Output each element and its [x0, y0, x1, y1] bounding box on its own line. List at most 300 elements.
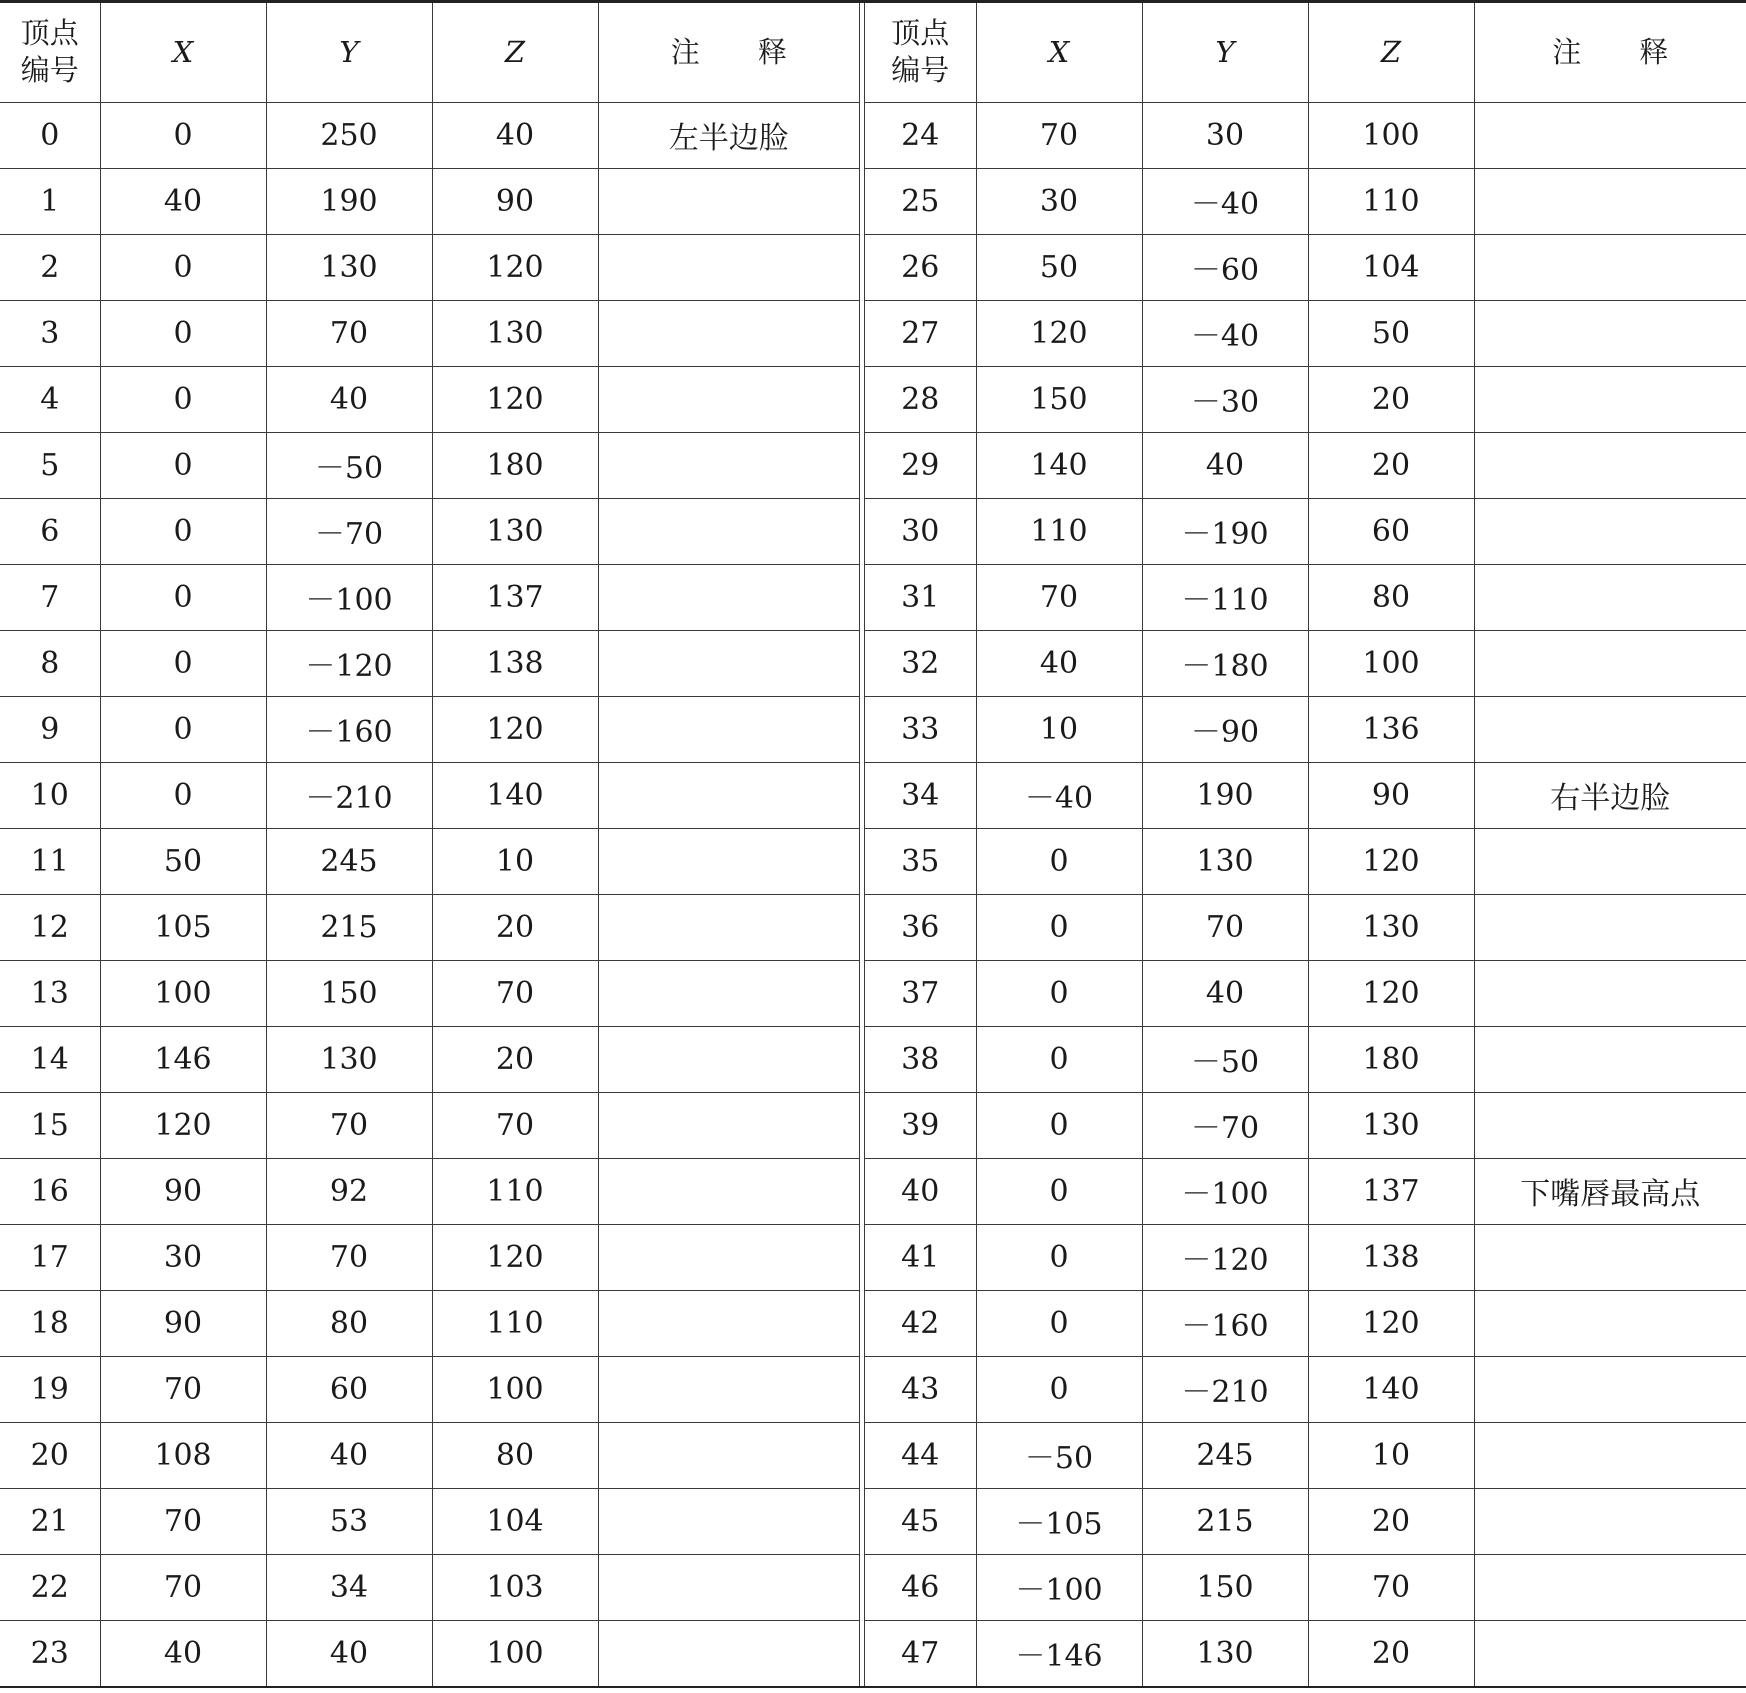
cell-z: 70	[1308, 1554, 1474, 1620]
cell-y: －70	[1142, 1092, 1308, 1158]
cell-x: 108	[100, 1422, 266, 1488]
cell-z: 10	[1308, 1422, 1474, 1488]
table-row	[0, 696, 859, 762]
table-row	[865, 234, 1746, 300]
cell-vertex-number: 41	[865, 1224, 976, 1290]
header-z: Z	[1308, 3, 1474, 102]
cell-vertex-number: 46	[865, 1554, 976, 1620]
table-row	[865, 894, 1746, 960]
cell-vertex-number: 0	[0, 102, 100, 168]
table-row	[865, 1092, 1746, 1158]
cell-x: 0	[976, 1356, 1142, 1422]
cell-vertex-number: 10	[0, 762, 100, 828]
table-row	[0, 564, 859, 630]
cell-y: －40	[1142, 300, 1308, 366]
cell-vertex-number: 28	[865, 366, 976, 432]
cell-y: 40	[1142, 432, 1308, 498]
table-row	[865, 960, 1746, 1026]
cell-z: 137	[1308, 1158, 1474, 1224]
cell-x: 0	[100, 564, 266, 630]
cell-vertex-number: 23	[0, 1620, 100, 1686]
cell-y: －50	[266, 432, 432, 498]
cell-x: 110	[976, 498, 1142, 564]
cell-x: －146	[976, 1620, 1142, 1686]
cell-vertex-number: 43	[865, 1356, 976, 1422]
cell-z: 110	[432, 1158, 598, 1224]
cell-x: 0	[976, 1158, 1142, 1224]
cell-note	[598, 1356, 859, 1422]
table-row	[865, 564, 1746, 630]
table-row	[865, 1620, 1746, 1686]
table-row	[0, 432, 859, 498]
cell-z: 140	[432, 762, 598, 828]
cell-vertex-number: 9	[0, 696, 100, 762]
cell-x: 0	[100, 432, 266, 498]
header-x: X	[100, 3, 266, 102]
table-row	[0, 1290, 859, 1356]
cell-x: 0	[976, 1092, 1142, 1158]
table-row	[0, 1356, 859, 1422]
table-row	[0, 300, 859, 366]
cell-note	[598, 1026, 859, 1092]
table-row	[865, 630, 1746, 696]
table-row	[865, 102, 1746, 168]
cell-z: 136	[1308, 696, 1474, 762]
cell-z: 100	[1308, 630, 1474, 696]
cell-y: 245	[1142, 1422, 1308, 1488]
cell-vertex-number: 44	[865, 1422, 976, 1488]
cell-z: 20	[1308, 1620, 1474, 1686]
cell-y: 40	[1142, 960, 1308, 1026]
cell-note	[598, 1224, 859, 1290]
cell-vertex-number: 25	[865, 168, 976, 234]
cell-x: 50	[100, 828, 266, 894]
cell-z: 104	[432, 1488, 598, 1554]
cell-note	[1474, 960, 1746, 1026]
header-x: X	[976, 3, 1142, 102]
cell-x: 150	[976, 366, 1142, 432]
cell-x: 100	[100, 960, 266, 1026]
cell-z: 180	[432, 432, 598, 498]
cell-y: －210	[1142, 1356, 1308, 1422]
cell-y: 70	[1142, 894, 1308, 960]
cell-y: －110	[1142, 564, 1308, 630]
cell-note	[598, 894, 859, 960]
cell-note	[598, 1092, 859, 1158]
cell-note	[1474, 1356, 1746, 1422]
cell-y: －90	[1142, 696, 1308, 762]
cell-y: 40	[266, 1422, 432, 1488]
cell-vertex-number: 24	[865, 102, 976, 168]
header-y: Y	[266, 3, 432, 102]
vertex-table-left-body	[0, 102, 859, 1686]
cell-vertex-number: 36	[865, 894, 976, 960]
table-row	[865, 1224, 1746, 1290]
cell-note	[1474, 1224, 1746, 1290]
cell-note	[598, 1158, 859, 1224]
cell-z: 90	[432, 168, 598, 234]
cell-y: －160	[266, 696, 432, 762]
cell-note	[598, 960, 859, 1026]
cell-vertex-number: 37	[865, 960, 976, 1026]
table-row	[865, 168, 1746, 234]
cell-vertex-number: 6	[0, 498, 100, 564]
cell-vertex-number: 11	[0, 828, 100, 894]
cell-note	[1474, 828, 1746, 894]
header-z: Z	[432, 3, 598, 102]
cell-z: 70	[432, 960, 598, 1026]
cell-z: 40	[432, 102, 598, 168]
cell-z: 140	[1308, 1356, 1474, 1422]
cell-vertex-number: 14	[0, 1026, 100, 1092]
cell-vertex-number: 35	[865, 828, 976, 894]
cell-z: 130	[432, 300, 598, 366]
cell-y: 150	[1142, 1554, 1308, 1620]
cell-note	[1474, 366, 1746, 432]
table-row	[0, 630, 859, 696]
cell-y: 60	[266, 1356, 432, 1422]
cell-y: 30	[1142, 102, 1308, 168]
table-row	[865, 366, 1746, 432]
cell-x: 40	[976, 630, 1142, 696]
cell-x: 70	[976, 564, 1142, 630]
table-row	[0, 828, 859, 894]
cell-note	[1474, 300, 1746, 366]
cell-x: －40	[976, 762, 1142, 828]
cell-x: 50	[976, 234, 1142, 300]
cell-note	[1474, 1092, 1746, 1158]
cell-y: －100	[266, 564, 432, 630]
cell-y: 130	[1142, 1620, 1308, 1686]
cell-z: 20	[432, 894, 598, 960]
cell-z: 130	[432, 498, 598, 564]
cell-x: 146	[100, 1026, 266, 1092]
cell-vertex-number: 22	[0, 1554, 100, 1620]
header-note: 注 释	[1474, 3, 1746, 102]
cell-note	[598, 498, 859, 564]
table-row	[0, 234, 859, 300]
cell-x: 0	[976, 894, 1142, 960]
cell-vertex-number: 42	[865, 1290, 976, 1356]
cell-note	[1474, 1290, 1746, 1356]
cell-y: －70	[266, 498, 432, 564]
cell-note	[1474, 696, 1746, 762]
cell-z: 110	[432, 1290, 598, 1356]
table-row	[0, 1620, 859, 1686]
cell-y: 130	[266, 234, 432, 300]
cell-note	[1474, 1488, 1746, 1554]
cell-note	[598, 366, 859, 432]
cell-vertex-number: 19	[0, 1356, 100, 1422]
cell-z: 120	[432, 696, 598, 762]
table-row	[865, 1356, 1746, 1422]
cell-y: －100	[1142, 1158, 1308, 1224]
table-row	[0, 168, 859, 234]
cell-note	[1474, 1422, 1746, 1488]
vertex-table-right	[865, 3, 1746, 1686]
cell-z: 70	[432, 1092, 598, 1158]
cell-z: 138	[1308, 1224, 1474, 1290]
cell-y: 34	[266, 1554, 432, 1620]
table-row	[0, 1026, 859, 1092]
cell-note	[598, 234, 859, 300]
cell-x: －50	[976, 1422, 1142, 1488]
header-vertex-number: 顶点 编号	[865, 3, 976, 102]
cell-z: 90	[1308, 762, 1474, 828]
cell-y: －30	[1142, 366, 1308, 432]
header-row	[865, 3, 1746, 102]
table-row	[865, 1554, 1746, 1620]
cell-x: 0	[976, 1224, 1142, 1290]
cell-y: 150	[266, 960, 432, 1026]
cell-y: 190	[266, 168, 432, 234]
cell-y: 215	[266, 894, 432, 960]
cell-z: 120	[1308, 1290, 1474, 1356]
cell-note	[1474, 1620, 1746, 1686]
cell-vertex-number: 15	[0, 1092, 100, 1158]
cell-x: 70	[100, 1554, 266, 1620]
cell-vertex-number: 20	[0, 1422, 100, 1488]
cell-z: 130	[1308, 1092, 1474, 1158]
table-row	[0, 762, 859, 828]
header-vertex-number: 顶点 编号	[0, 3, 100, 102]
cell-vertex-number: 8	[0, 630, 100, 696]
cell-y: －190	[1142, 498, 1308, 564]
cell-x: 105	[100, 894, 266, 960]
cell-y: 92	[266, 1158, 432, 1224]
cell-z: 20	[1308, 366, 1474, 432]
cell-note	[1474, 234, 1746, 300]
cell-x: 0	[100, 762, 266, 828]
cell-y: 80	[266, 1290, 432, 1356]
cell-z: 20	[1308, 1488, 1474, 1554]
cell-y: 130	[266, 1026, 432, 1092]
cell-note	[1474, 630, 1746, 696]
table-row	[0, 366, 859, 432]
vertex-table-left	[0, 3, 859, 1686]
cell-x: 0	[100, 300, 266, 366]
cell-y: 190	[1142, 762, 1308, 828]
cell-y: 70	[266, 300, 432, 366]
cell-vertex-number: 39	[865, 1092, 976, 1158]
table-row	[0, 960, 859, 1026]
cell-z: 110	[1308, 168, 1474, 234]
table-row	[0, 102, 859, 168]
cell-x: 0	[100, 234, 266, 300]
table-row	[0, 498, 859, 564]
cell-x: 70	[100, 1488, 266, 1554]
table-row	[0, 1092, 859, 1158]
cell-vertex-number: 30	[865, 498, 976, 564]
cell-note	[1474, 168, 1746, 234]
cell-vertex-number: 3	[0, 300, 100, 366]
cell-note	[598, 1488, 859, 1554]
cell-z: 104	[1308, 234, 1474, 300]
header-y: Y	[1142, 3, 1308, 102]
cell-vertex-number: 16	[0, 1158, 100, 1224]
cell-x: －100	[976, 1554, 1142, 1620]
cell-vertex-number: 33	[865, 696, 976, 762]
cell-y: 40	[266, 366, 432, 432]
cell-y: 245	[266, 828, 432, 894]
table-row	[0, 1488, 859, 1554]
cell-y: 250	[266, 102, 432, 168]
cell-y: 130	[1142, 828, 1308, 894]
table-row	[865, 762, 1746, 828]
cell-note	[598, 1554, 859, 1620]
cell-x: 0	[100, 366, 266, 432]
cell-note	[598, 762, 859, 828]
cell-vertex-number: 31	[865, 564, 976, 630]
cell-x: 0	[100, 102, 266, 168]
cell-vertex-number: 12	[0, 894, 100, 960]
cell-y: －40	[1142, 168, 1308, 234]
cell-x: 10	[976, 696, 1142, 762]
cell-vertex-number: 7	[0, 564, 100, 630]
table-row	[865, 1290, 1746, 1356]
cell-z: 100	[1308, 102, 1474, 168]
cell-z: 138	[432, 630, 598, 696]
table-row	[0, 1224, 859, 1290]
cell-z: 100	[432, 1620, 598, 1686]
cell-vertex-number: 26	[865, 234, 976, 300]
cell-z: 120	[1308, 960, 1474, 1026]
cell-y: －210	[266, 762, 432, 828]
cell-note	[598, 1620, 859, 1686]
cell-y: －120	[266, 630, 432, 696]
cell-note	[598, 1422, 859, 1488]
table-row	[865, 828, 1746, 894]
cell-note: 左半边脸	[598, 102, 859, 168]
header-note: 注 释	[598, 3, 859, 102]
cell-z: 103	[432, 1554, 598, 1620]
cell-z: 120	[1308, 828, 1474, 894]
cell-note	[598, 696, 859, 762]
table-row	[865, 498, 1746, 564]
cell-note	[1474, 102, 1746, 168]
cell-vertex-number: 40	[865, 1158, 976, 1224]
cell-note	[1474, 1026, 1746, 1092]
cell-note	[1474, 1554, 1746, 1620]
cell-vertex-number: 45	[865, 1488, 976, 1554]
table-row	[865, 696, 1746, 762]
cell-x: 30	[100, 1224, 266, 1290]
cell-note: 右半边脸	[1474, 762, 1746, 828]
cell-x: 40	[100, 168, 266, 234]
cell-x: 90	[100, 1290, 266, 1356]
cell-y: 70	[266, 1224, 432, 1290]
cell-y: 40	[266, 1620, 432, 1686]
cell-y: 70	[266, 1092, 432, 1158]
cell-x: 0	[100, 630, 266, 696]
cell-vertex-number: 13	[0, 960, 100, 1026]
cell-x: 0	[100, 696, 266, 762]
table-row	[0, 1158, 859, 1224]
header-row	[0, 3, 859, 102]
cell-vertex-number: 47	[865, 1620, 976, 1686]
cell-vertex-number: 17	[0, 1224, 100, 1290]
cell-x: 90	[100, 1158, 266, 1224]
cell-note	[1474, 894, 1746, 960]
table-row	[865, 432, 1746, 498]
cell-y: －120	[1142, 1224, 1308, 1290]
cell-z: 20	[432, 1026, 598, 1092]
table-row	[0, 1422, 859, 1488]
cell-note	[598, 168, 859, 234]
vertex-table-right-body	[865, 102, 1746, 1686]
cell-x: 40	[100, 1620, 266, 1686]
cell-vertex-number: 18	[0, 1290, 100, 1356]
cell-z: 120	[432, 366, 598, 432]
cell-vertex-number: 34	[865, 762, 976, 828]
cell-x: 120	[976, 300, 1142, 366]
cell-z: 20	[1308, 432, 1474, 498]
table-row	[865, 300, 1746, 366]
cell-z: 100	[432, 1356, 598, 1422]
cell-note	[598, 564, 859, 630]
cell-y: 215	[1142, 1488, 1308, 1554]
cell-x: －105	[976, 1488, 1142, 1554]
cell-x: 0	[976, 828, 1142, 894]
cell-z: 137	[432, 564, 598, 630]
cell-x: 70	[976, 102, 1142, 168]
cell-y: 53	[266, 1488, 432, 1554]
cell-note	[1474, 432, 1746, 498]
cell-z: 120	[432, 1224, 598, 1290]
cell-z: 120	[432, 234, 598, 300]
table-row	[0, 1554, 859, 1620]
cell-z: 50	[1308, 300, 1474, 366]
cell-note	[598, 1290, 859, 1356]
cell-z: 180	[1308, 1026, 1474, 1092]
cell-x: 0	[976, 1290, 1142, 1356]
cell-y: －160	[1142, 1290, 1308, 1356]
cell-vertex-number: 32	[865, 630, 976, 696]
cell-x: 30	[976, 168, 1142, 234]
cell-vertex-number: 2	[0, 234, 100, 300]
cell-x: 140	[976, 432, 1142, 498]
cell-vertex-number: 38	[865, 1026, 976, 1092]
cell-x: 0	[100, 498, 266, 564]
cell-note	[1474, 564, 1746, 630]
table-row	[865, 1158, 1746, 1224]
cell-vertex-number: 27	[865, 300, 976, 366]
cell-y: －60	[1142, 234, 1308, 300]
cell-note	[598, 300, 859, 366]
cell-x: 70	[100, 1356, 266, 1422]
cell-note: 下嘴唇最高点	[1474, 1158, 1746, 1224]
cell-z: 10	[432, 828, 598, 894]
table-row	[865, 1488, 1746, 1554]
cell-note	[1474, 498, 1746, 564]
cell-z: 80	[432, 1422, 598, 1488]
cell-vertex-number: 4	[0, 366, 100, 432]
cell-vertex-number: 5	[0, 432, 100, 498]
cell-z: 60	[1308, 498, 1474, 564]
cell-x: 0	[976, 1026, 1142, 1092]
cell-y: －180	[1142, 630, 1308, 696]
cell-note	[598, 630, 859, 696]
cell-note	[598, 432, 859, 498]
cell-vertex-number: 29	[865, 432, 976, 498]
cell-x: 120	[100, 1092, 266, 1158]
table-row	[0, 894, 859, 960]
cell-note	[598, 828, 859, 894]
cell-y: －50	[1142, 1026, 1308, 1092]
table-row	[865, 1422, 1746, 1488]
cell-z: 80	[1308, 564, 1474, 630]
cell-vertex-number: 1	[0, 168, 100, 234]
